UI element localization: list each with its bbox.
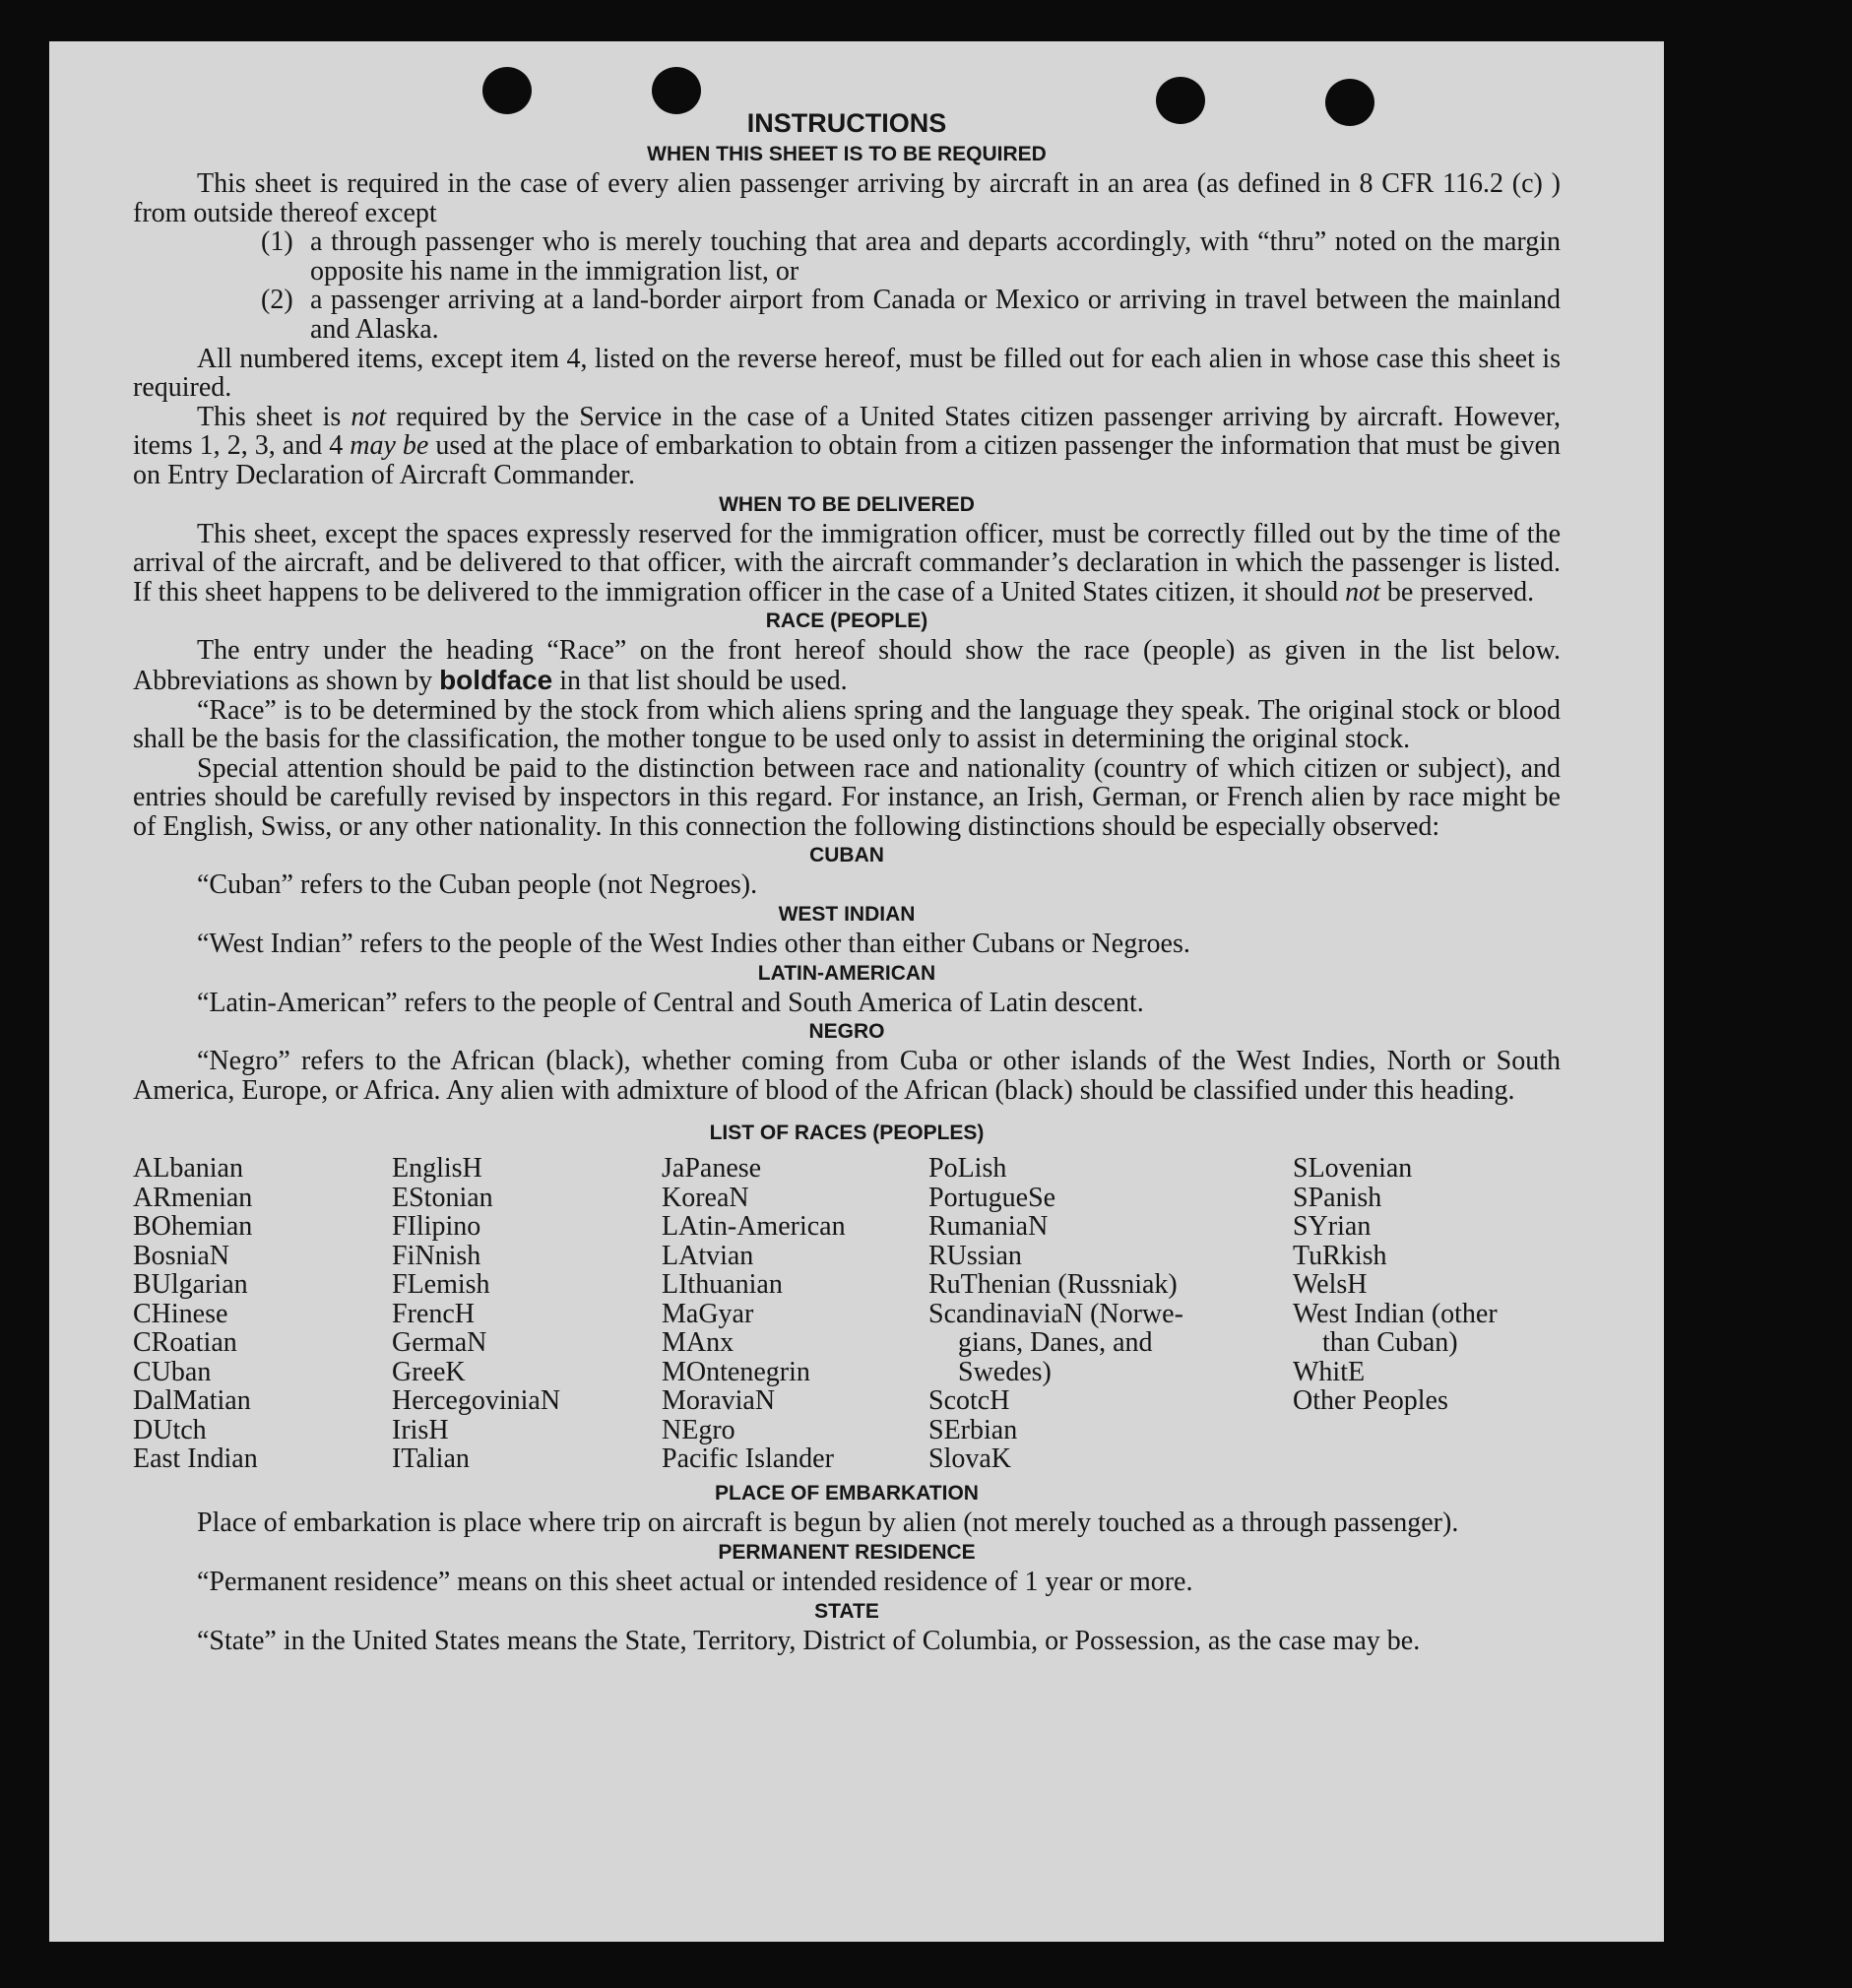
race-entry: PortugueSe: [928, 1182, 1056, 1213]
paragraph: Place of embarkation is place where trip on aircraft is begun by alien (not merely touched as a through passenger).: [197, 1507, 1459, 1539]
race-entry: West Indian (other: [1293, 1298, 1498, 1329]
race-entry: SlovaK: [928, 1443, 1011, 1475]
race-entry: LAtin-American: [662, 1211, 846, 1243]
heading-west-indian: WEST INDIAN: [778, 903, 916, 927]
race-entry: BosniaN: [133, 1240, 229, 1271]
paragraph: “Permanent residence” means on this sheet actual or intended residence of 1 year or more.: [197, 1567, 1193, 1598]
race-entry: ARmenian: [133, 1182, 253, 1213]
heading-cuban: CUBAN: [809, 844, 884, 867]
race-entry: ScotcH: [928, 1385, 1010, 1417]
heading-latin-american: LATIN-AMERICAN: [757, 961, 936, 985]
race-entry: SYrian: [1293, 1211, 1372, 1243]
races-column-2: [392, 1154, 560, 1474]
races-list: [133, 1154, 1561, 1479]
race-entry: ITalian: [392, 1443, 470, 1475]
text-run: in that list should be used.: [552, 665, 848, 696]
paragraph: [133, 520, 1561, 608]
heading-negro: NEGRO: [808, 1020, 885, 1044]
emphasis: not: [1345, 576, 1380, 608]
paragraph: “State” in the United States means the State, Territory, District of Columbia, or Possession, as the case may be.: [197, 1625, 1421, 1656]
page-title: INSTRUCTIONS: [746, 108, 947, 138]
heading-state: STATE: [814, 1599, 879, 1623]
race-entry: gians, Danes, and: [958, 1327, 1153, 1359]
paragraph: “West Indian” refers to the people of the West Indies other than either Cubans or Negroes.: [197, 929, 1190, 960]
race-entry: TuRkish: [1293, 1240, 1387, 1271]
race-entry: CHinese: [133, 1298, 228, 1329]
heading-race: RACE (PEOPLE): [765, 609, 928, 633]
race-entry: MoraviaN: [662, 1385, 776, 1417]
race-entry: SPanish: [1293, 1182, 1382, 1213]
race-entry: HercegoviniaN: [392, 1385, 561, 1417]
race-entry: DUtch: [133, 1414, 207, 1445]
text-run: This sheet is: [197, 401, 351, 432]
race-entry: MOntenegrin: [662, 1356, 810, 1387]
race-entry: KoreaN: [662, 1182, 749, 1213]
race-entry: WelsH: [1293, 1269, 1368, 1301]
race-entry: RumaniaN: [928, 1211, 1049, 1243]
race-entry: RUssian: [928, 1240, 1022, 1271]
race-entry: GreeK: [392, 1356, 466, 1387]
paragraph: “Negro” refers to the African (black), whether coming from Cuba or other islands of the West Indies, North or South America, Europe, or Africa. Any alien with admixture of blood of the African (black) should be classified under this heading.: [133, 1046, 1561, 1106]
emphasis: not: [351, 401, 387, 432]
text-run: This sheet, except the spaces expressly reserved for the immigration officer, must be correctly filled out by the time of the arrival of the aircraft, and be delivered to that officer, with the aircraft commander’s declaration in which the passenger is listed. If this sheet happens to be delivered to the immigration officer in the case of a United States citizen, it should: [133, 518, 1561, 608]
race-entry: RuThenian (Russniak): [928, 1269, 1178, 1301]
heading-delivered: WHEN TO BE DELIVERED: [719, 492, 975, 516]
emphasis: may be: [350, 430, 429, 462]
race-entry: BOhemian: [133, 1211, 253, 1243]
paragraph: [133, 636, 1561, 695]
list-item: [261, 227, 1561, 286]
paragraph: “Latin-American” refers to the people of Central and South America of Latin descent.: [197, 987, 1144, 1018]
race-entry: LIthuanian: [662, 1269, 783, 1301]
instructions-content: [133, 106, 1561, 1655]
race-entry: FIlipino: [392, 1211, 481, 1243]
race-entry: SErbian: [928, 1414, 1018, 1445]
race-entry: EnglisH: [392, 1153, 482, 1185]
paragraph: [133, 403, 1561, 490]
race-entry: CRoatian: [133, 1327, 237, 1359]
race-entry: FLemish: [392, 1269, 490, 1301]
race-entry: MaGyar: [662, 1298, 754, 1329]
race-entry: than Cuban): [1322, 1327, 1458, 1359]
race-entry: GermaN: [392, 1327, 487, 1359]
text-run: The entry under the heading “Race” on the front hereof should show the race (people) as given in the list below. Abbreviations as shown by: [133, 635, 1561, 696]
race-entry: LAtvian: [662, 1240, 754, 1271]
item-number: (2): [261, 285, 293, 316]
text-run: required by the Service in the case of a United States citizen passenger arriving by aircraft. However, items 1, 2, 3, and 4: [133, 401, 1561, 462]
races-column-1: [133, 1154, 258, 1474]
item-text: a passenger arriving at a land-border airport from Canada or Mexico or arriving in travel between the mainland and Alaska.: [310, 285, 1561, 345]
race-entry: SLovenian: [1293, 1153, 1413, 1185]
race-entry: IrisH: [392, 1414, 449, 1445]
race-entry: CUban: [133, 1356, 212, 1387]
race-entry: NEgro: [662, 1414, 735, 1445]
race-entry: JaPanese: [662, 1153, 762, 1185]
heading-permanent-residence: PERMANENT RESIDENCE: [718, 1541, 976, 1565]
race-entry: East Indian: [133, 1443, 258, 1475]
race-entry: WhitE: [1293, 1356, 1366, 1387]
race-entry: FiNnish: [392, 1240, 481, 1271]
race-entry: MAnx: [662, 1327, 734, 1359]
paragraph: Special attention should be paid to the distinction between race and nationality (country of which citizen or subject), and entries should be carefully revised by inspectors in this regard. For instance, an Irish, German, or French alien by race might be of English, Swiss, or any other nationality. In this connection the following distinctions should be especially observed:: [133, 752, 1561, 842]
item-text: a through passenger who is merely touching that area and departs accordingly, with “thru” noted on the margin opposite his name in the immigration list, or: [310, 226, 1561, 287]
paragraph: “Cuban” refers to the Cuban people (not Negroes).: [197, 869, 758, 901]
paragraph: All numbered items, except item 4, listed on the reverse hereof, must be filled out for each alien in whose case this sheet is required.: [133, 343, 1561, 404]
race-entry: DalMatian: [133, 1385, 251, 1417]
race-entry: Pacific Islander: [662, 1443, 834, 1475]
races-column-5: [1293, 1154, 1498, 1416]
race-entry: ScandinaviaN (Norwe-: [928, 1298, 1183, 1329]
paragraph: “Race” is to be determined by the stock from which aliens spring and the language they speak. The original stock or blood shall be the basis for the classification, the mother tongue to be used only to assist in determining the original stock.: [133, 694, 1561, 755]
race-entry: Swedes): [958, 1356, 1052, 1387]
heading-list-of-races: LIST OF RACES (PEOPLES): [709, 1122, 985, 1145]
text-run: be preserved.: [1379, 576, 1535, 608]
boldface-word: boldface: [439, 664, 553, 695]
document-sheet: [49, 41, 1664, 1942]
heading-embarkation: PLACE OF EMBARKATION: [715, 1482, 979, 1506]
races-column-4: [928, 1154, 1183, 1474]
race-entry: ALbanian: [133, 1153, 243, 1185]
races-column-3: [662, 1154, 846, 1474]
heading-required: WHEN THIS SHEET IS TO BE REQUIRED: [647, 143, 1047, 165]
race-entry: FrencH: [392, 1298, 475, 1329]
item-number: (1): [261, 226, 293, 258]
race-entry: BUlgarian: [133, 1269, 248, 1301]
race-entry: PoLish: [928, 1153, 1007, 1185]
paragraph: This sheet is required in the case of every alien passenger arriving by aircraft in an area (as defined in 8 CFR 116.2 (c) ) from outside thereof except: [133, 168, 1561, 228]
race-entry: EStonian: [392, 1182, 493, 1213]
race-entry: Other Peoples: [1293, 1385, 1448, 1417]
text-run: used at the place of embarkation to obtain from a citizen passenger the information that must be given on Entry Declaration of Aircraft Commander.: [133, 430, 1561, 490]
list-item: [261, 286, 1561, 344]
